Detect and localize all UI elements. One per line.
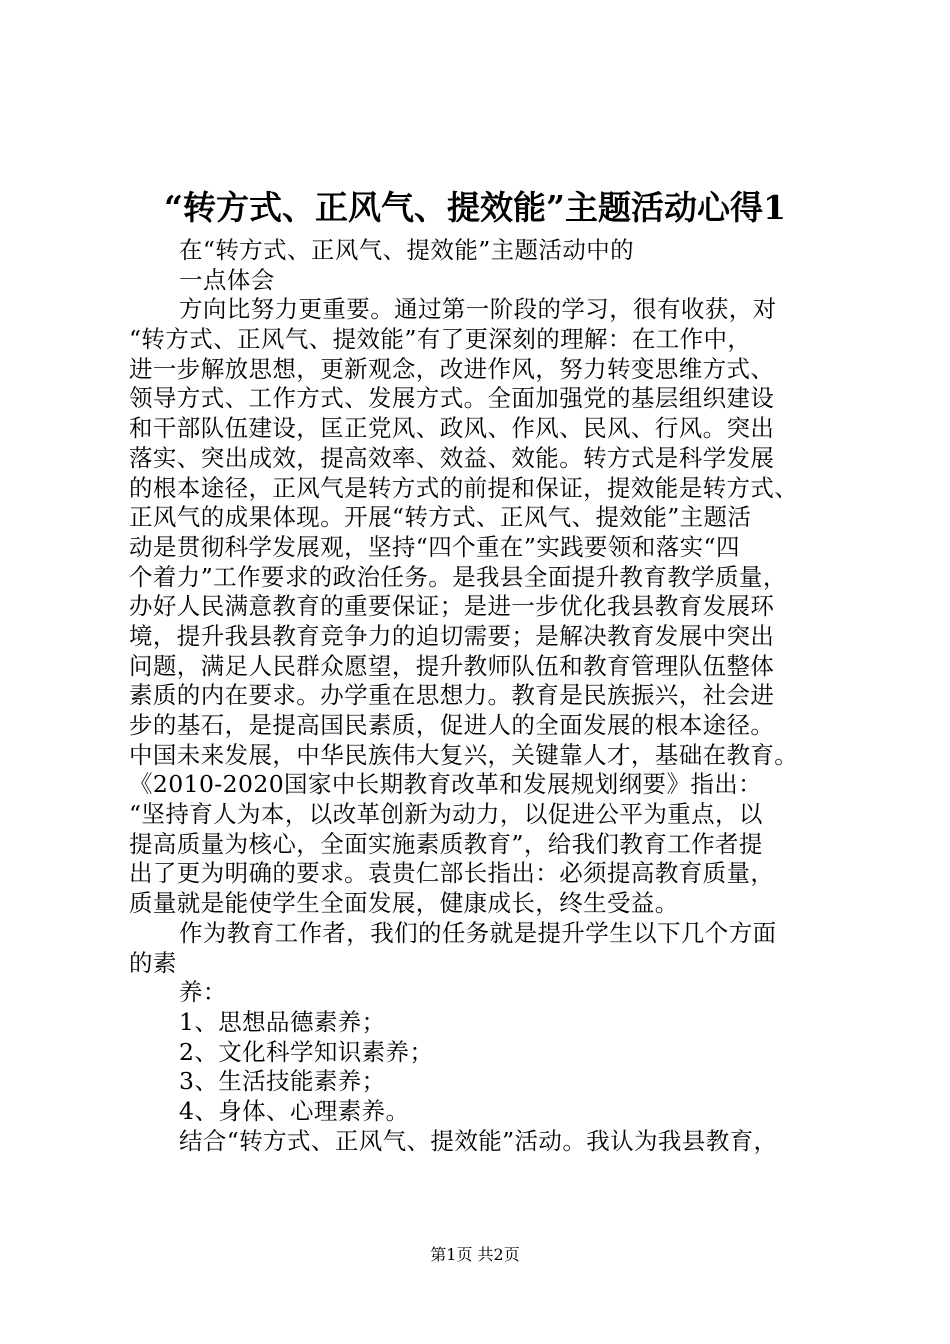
document-body <box>129 236 849 1156</box>
list-item: 4、身体、心理素养。 <box>179 1096 410 1125</box>
text-line: 的根本途径，正风气是转方式的前提和保证，提效能是转方式、 <box>129 473 799 502</box>
text-line: 的素 <box>129 948 177 977</box>
text-line: 和干部队伍建设，匡正党风、政风、作风、民风、行风。突出 <box>129 414 775 443</box>
text-line: 素质的内在要求。办学重在思想力。教育是民族振兴，社会进 <box>129 681 775 710</box>
text-line: “坚持育人为本，以改革创新为动力，以促进公平为重点，以 <box>129 800 763 829</box>
text-line: 领导方式、工作方式、发展方式。全面加强党的基层组织建设 <box>129 384 775 413</box>
text-line: 落实、突出成效，提高效率、效益、效能。转方式是科学发展 <box>129 443 775 472</box>
text-line: 进一步解放思想，更新观念，改进作风，努力转变思维方式、 <box>129 354 775 383</box>
text-line: 步的基石，是提高国民素质，促进人的全面发展的根本途径。 <box>129 711 775 739</box>
text-line: 境，提升我县教育竞争力的迫切需要；是解决教育发展中突出 <box>129 621 775 650</box>
list-item: 3、生活技能素养； <box>179 1067 386 1096</box>
text-line: 办好人民满意教育的重要保证；是进一步优化我县教育发展环 <box>129 592 775 621</box>
text-line: 结合“转方式、正风气、提效能”活动。我认为我县教育， <box>179 1126 778 1155</box>
text-line: 在“转方式、正风气、提效能”主题活动中的 <box>179 236 635 264</box>
text-line: “转方式、正风气、提效能”有了更深刻的理解：在工作中， <box>129 325 752 354</box>
text-line: 《2010-2020国家中长期教育改革和发展规划纲要》指出： <box>129 770 763 799</box>
document-title: “转方式、正风气、提效能”主题活动心得1 <box>164 188 786 227</box>
page-footer: 第1页 共2页 <box>430 1245 520 1264</box>
text-line: 提高质量为核心，全面实施素质教育”，给我们教育工作者提 <box>129 829 763 858</box>
text-line: 中国未来发展，中华民族伟大复兴，关键靠人才，基础在教育。 <box>129 740 799 769</box>
text-line: 一点体会 <box>179 265 275 294</box>
text-line: 作为教育工作者，我们的任务就是提升学生以下几个方面 <box>179 918 777 947</box>
text-line: 问题，满足人民群众愿望，提升教师队伍和教育管理队伍整体 <box>129 651 775 680</box>
list-item: 1、思想品德素养； <box>179 1007 386 1036</box>
text-line: 方向比努力更重要。通过第一阶段的学习，很有收获，对 <box>179 295 777 324</box>
text-line: 个着力”工作要求的政治任务。是我县全面提升教育教学质量， <box>129 562 787 591</box>
text-line: 正风气的成果体现。开展“转方式、正风气、提效能”主题活 <box>129 503 752 532</box>
text-line: 出了更为明确的要求。袁贵仁部长指出：必须提高教育质量， <box>129 859 775 888</box>
list-item: 2、文化科学知识素养； <box>179 1037 434 1066</box>
text-line: 动是贯彻科学发展观，坚持“四个重在”实践要领和落实“四 <box>129 532 740 561</box>
text-line: 养： <box>179 978 227 1007</box>
text-line: 质量就是能使学生全面发展，健康成长，终生受益。 <box>129 889 679 918</box>
